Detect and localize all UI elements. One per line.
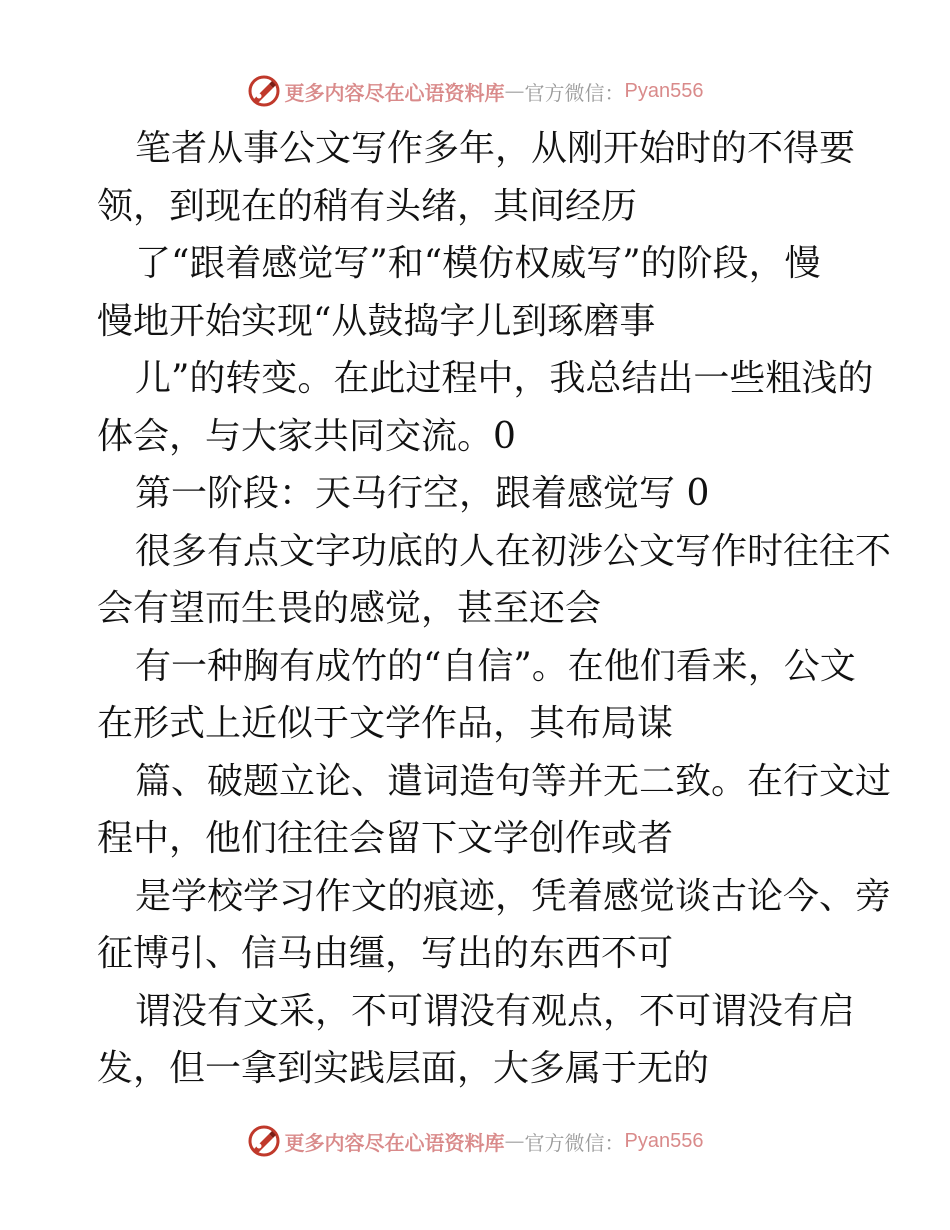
body-line: 是学校学习作文的痕迹，凭着感觉谈古论今、旁: [135, 875, 892, 917]
header-banner: [0, 71, 950, 111]
body-line: 很多有点文字功底的人在初涉公文写作时往往不: [135, 530, 892, 572]
body-line: 有一种胸有成竹的“自信”。在他们看来，公文: [135, 645, 856, 687]
footer-banner: [0, 1121, 950, 1161]
red-pen-circle-logo-icon: [247, 74, 281, 108]
body-line: 谓没有文采，不可谓没有观点，不可谓没有启: [135, 990, 856, 1032]
body-line: 在形式上近似于文学作品，其布局谋: [97, 703, 674, 744]
body-line: 了“跟着感觉写”和“模仿权威写”的阶段，慢: [135, 243, 821, 284]
official-label: 官方微信：: [524, 80, 625, 105]
separator: —: [504, 1129, 525, 1153]
section-heading: 第一阶段：天马行空，跟着感觉写 0: [135, 473, 710, 514]
body-line: 体会，与大家共同交流。0: [97, 415, 516, 457]
body-line: 程中，他们往往会留下文学创作或者: [97, 818, 674, 859]
red-pen-circle-logo-icon: [247, 1124, 281, 1158]
wechat-id: Pyan556: [624, 1129, 704, 1152]
body-line: 篇、破题立论、遣词造句等并无二致。在行文过: [135, 760, 892, 802]
body-line: 儿”的转变。在此过程中，我总结出一些粗浅的: [135, 358, 874, 399]
body-line: 笔者从事公文写作多年，从刚开始时的不得要: [135, 128, 856, 169]
body-line: 会有望而生畏的感觉，甚至还会: [97, 588, 602, 629]
promo-text: 更多内容尽在心语资料库: [284, 80, 505, 105]
wechat-id: Pyan556: [624, 79, 704, 102]
promo-text: 更多内容尽在心语资料库: [284, 1130, 505, 1155]
body-line: 征博引、信马由缰，写出的东西不可: [97, 933, 674, 974]
official-label: 官方微信：: [524, 1130, 625, 1155]
body-line: 慢地开始实现“从鼓捣字儿到琢磨事: [97, 300, 656, 342]
separator: —: [504, 79, 525, 103]
body-line: 领，到现在的稍有头绪，其间经历: [97, 185, 638, 227]
document-body: [97, 120, 892, 1098]
body-line: 发，但一拿到实践层面，大多属于无的: [97, 1048, 710, 1089]
